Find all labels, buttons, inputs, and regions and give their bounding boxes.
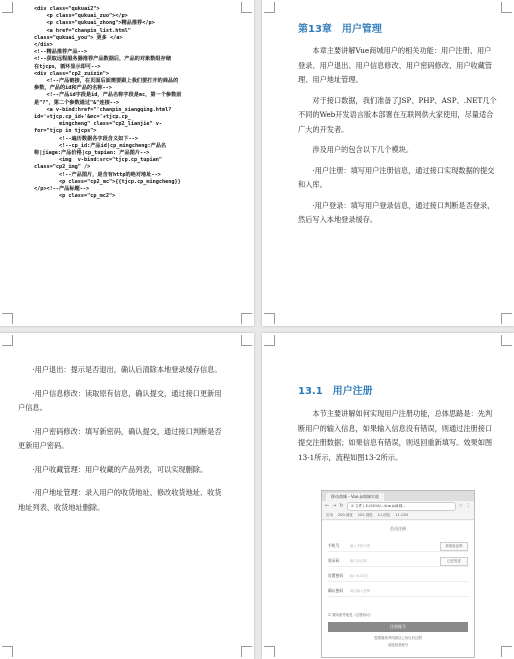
code-input: 输入验证码 (350, 559, 367, 563)
paragraph: 本章主要讲解Vue商城用户的相关功能：用户注册、用户登录、用户退出、用户信息修改、用户密码修改、用户收藏管理、用户地址管理。 (298, 46, 493, 84)
code-line: <!--产品链接，在页面后面需要跟上我们要打开的商品的 (34, 78, 179, 85)
field-label: 验证码 (328, 558, 340, 563)
confirm-password-input: 再次输入密码 (350, 589, 371, 593)
code-sent-button: 已经发送 (440, 557, 468, 566)
crop-mark (2, 313, 13, 324)
bookmark-item: 应用 (326, 512, 333, 517)
bookmarks-bar (322, 511, 474, 520)
code-line: class="qukuai_you"> 更多 </a> (34, 34, 123, 41)
code-line: <p class="qukuai_zhong">精品推荐</p> (34, 20, 155, 27)
document-page-section (262, 333, 514, 659)
chapter-title: 第13章 用户管理 (298, 24, 382, 35)
code-line: </p><!--产品标题--> (34, 186, 90, 193)
code-line: id='+tjcp.cp_id+'&mc='+tjcp.cp_ (34, 114, 131, 121)
agreement-checkbox: ☑ 我同意并接受《注册协议》 (328, 613, 373, 617)
crop-mark (241, 2, 252, 13)
password-row (328, 571, 468, 582)
code-listing (34, 6, 234, 200)
bookmark-item: 200.浏览 (338, 512, 353, 517)
agreement-note: 您需阅读并同意以上协议后注册 (374, 636, 422, 640)
paragraph: 对于接口数据，我们准备了JSP、PHP、ASP、.NET几个不同的Web开发语言版本部署在互联网供大家使用，尽量适合广大的开发者。 (298, 95, 497, 134)
get-code-button: 获取验证码 (440, 542, 468, 551)
browser-tab: 移动商城 - Vue.js商城实战 (326, 493, 384, 501)
crop-mark (501, 2, 512, 13)
code-line: 称|jiage:产品价格|cp_tupian: 产品图片--> (34, 150, 150, 157)
crop-mark (2, 2, 13, 13)
register-form-title: 会员注册 (390, 526, 406, 531)
chapter-body (298, 44, 498, 234)
crop-mark (501, 335, 512, 346)
code-line: <img v-bind:src="tjcp.cp_tupian" (34, 157, 163, 164)
modules-body (18, 363, 224, 524)
crop-mark (264, 646, 275, 657)
field-label: 设置密码 (328, 573, 344, 578)
code-line: <!--精品推荐产品--> (34, 49, 87, 56)
document-page-modules (0, 333, 254, 659)
crop-mark (2, 646, 13, 657)
reload-icon: ↻ (339, 503, 344, 509)
crop-mark (241, 335, 252, 346)
code-line: <p class="cp_mc2"> (34, 193, 116, 200)
paragraph: ·用户密码修改：填写新密码，确认提交，通过接口判断是否更新用户密码。 (18, 426, 222, 450)
section-body (298, 407, 498, 471)
phone-row (328, 541, 468, 552)
paragraph: ·用户地址管理：录入用户的收货地址、修改收货地址、收货地址列表、收货地址删除。 (18, 488, 222, 512)
paragraph: ·用户收藏管理：用户收藏的产品列表，可以实现删除。 (32, 464, 208, 474)
paragraph: ·用户登录：填写用户登录信息，通过接口判断是否登录，然后写入本地登录缓存。 (298, 200, 495, 224)
crop-mark (241, 646, 252, 657)
code-line: mingcheng" class="cp2_lianjie" v- (34, 121, 163, 128)
star-icon: ☆ (458, 503, 463, 509)
register-page (322, 521, 474, 657)
code-line: <p class="cp2_mc">{{tjcp.cp_mingcheng}} (34, 178, 181, 185)
paragraph: 本节主要讲解如何实现用户注册功能，总体思路是：先判断用户的输入信息，如果输入信息没有错误，则通过注册接口提交注册数据；如果信息有错误，则返回重新填写。效果如图13-1所示，流程如图13-2所示。 (298, 409, 493, 462)
code-line: <!--产品图片，是含有http的绝对地址--> (34, 171, 161, 178)
code-line: 参数，产品的id和产品的名称--> (34, 85, 112, 92)
field-label: 确认密码 (328, 588, 344, 593)
crop-mark (264, 313, 275, 324)
register-button: 注册账号 (328, 622, 468, 632)
code-line: <div class="qukuai2"> (34, 6, 100, 12)
paragraph: ·用户信息修改：读取原有信息，确认提交，通过接口更新用户信息。 (18, 388, 222, 412)
code-line: <p class="qukuai_zuo"></p> (34, 13, 128, 20)
crop-mark (2, 335, 13, 346)
field-label: 手机号 (328, 543, 340, 548)
paragraph: ·用户退出：提示是否退出，确认后清除本地登录缓存信息。 (32, 365, 222, 374)
address-bar: ① 文件 | E:/2019/...Vue.js商城... (347, 502, 456, 511)
code-line: <a v-bind:href="'chanpin_xiangqing.html? (34, 106, 172, 113)
crop-mark (501, 646, 512, 657)
code-line: </div> (34, 42, 53, 49)
code-row (328, 556, 468, 567)
figure-13-1-browser-screenshot (321, 490, 475, 658)
document-page-code (0, 0, 254, 326)
document-page-chapter (262, 0, 514, 326)
crop-mark (264, 2, 275, 13)
login-link: 直接登录账号 (387, 643, 409, 647)
crop-mark (501, 313, 512, 324)
browser-urlbar (322, 501, 474, 511)
code-line: <div class="cp2_zuixin"> (34, 70, 109, 77)
paragraph: 涉及用户的包含以下几个模块。 (312, 145, 414, 154)
menu-icon: ⋮ (466, 503, 471, 509)
code-line: <!--cp_id:产品id|cp_mingcheng:产品名 (34, 142, 167, 149)
crop-mark (264, 335, 275, 346)
code-line: <!--产品id字段是id，产品名称字段是mc，第一个参数前 (34, 92, 182, 99)
code-line: <!--遍历数据各字段含义如下--> (34, 135, 138, 142)
password-input: 输入6-20位 (350, 574, 368, 578)
bookmark-item: 202.浏览 (357, 512, 373, 517)
confirm-password-row (328, 586, 468, 597)
forward-icon: → (332, 503, 337, 509)
code-line: class="cp2_img" /> (34, 164, 91, 171)
code-line: 在tjcps，循环显示即可--> (34, 63, 101, 70)
crop-mark (241, 313, 252, 324)
paragraph: ·用户注册：填写用户注册信息，通过接口实现数据的提交和入库。 (298, 165, 495, 189)
phone-input: 输入手机号码 (350, 544, 371, 548)
code-line: for="tjcp in tjcps"> (34, 128, 97, 135)
bookmark-item: 11-12D (395, 513, 409, 517)
code-line: <!--获取远程服务器推荐产品数据后，产品的对象数组存储 (34, 56, 171, 63)
section-title: 13.1 用户注册 (298, 386, 373, 397)
back-icon: ← (325, 503, 330, 509)
browser-tabbar (322, 491, 474, 501)
code-line: <a href="chanpin_list.html" (34, 27, 131, 34)
bookmark-item: 11.浏览 (377, 512, 391, 517)
code-line: 是"?"，第二个参数通过"&"连接--> (34, 99, 120, 106)
